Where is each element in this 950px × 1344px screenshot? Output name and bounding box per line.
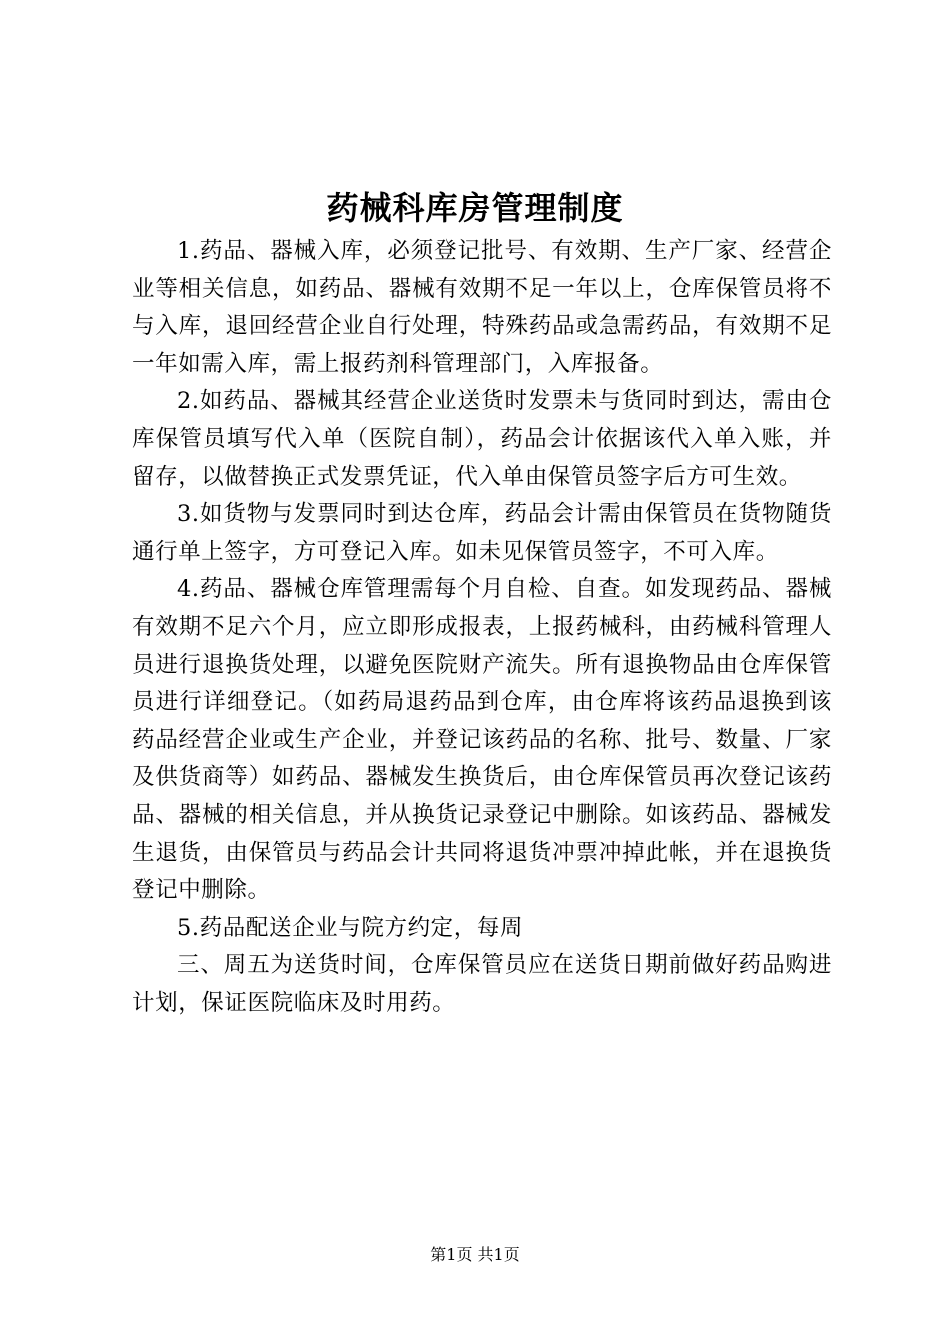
document-body — [132, 233, 832, 1022]
paragraph-3: 3.如货物与发票同时到达仓库，药品会计需由保管员在货物随货通行单上签字，方可登记入库。如未见保管员签字，不可入库。 — [132, 501, 832, 565]
paragraph-5: 5.药品配送企业与院方约定，每周 — [177, 914, 524, 941]
paragraph-4: 4.药品、器械仓库管理需每个月自检、自查。如发现药品、器械有效期不足六个月，应立即形成报表，上报药械科，由药械科管理人员进行退换货处理，以避免医院财产流失。所有退换物品由仓库保管员进行详细登记。（如药局退药品到仓库，由仓库将该药品退换到该药品经营企业或生产企业，并登记该药品的名称、批号、数量、厂家及供货商等）如药品、器械发生换货后，由仓库保管员再次登记该药品、器械的相关信息，并从换货记录登记中删除。如该药品、器械发生退货，由保管员与药品会计共同将退货冲票冲掉此帐，并在退换货登记中删除。 — [132, 576, 832, 904]
paragraph-1: 1.药品、器械入库，必须登记批号、有效期、生产厂家、经营企业等相关信息，如药品、器械有效期不足一年以上，仓库保管员将不与入库，退回经营企业自行处理，特殊药品或急需药品，有效期不足一年如需入库，需上报药剂科管理部门，入库报备。 — [132, 238, 832, 377]
page-footer: 第1页 共1页 — [430, 1245, 520, 1264]
document-title: 药械科库房管理制度 — [326, 189, 624, 227]
paragraph-2: 2.如药品、器械其经营企业送货时发票未与货同时到达，需由仓库保管员填写代入单（医院自制），药品会计依据该代入单入账，并留存，以做替换正式发票凭证，代入单由保管员签字后方可生效。 — [132, 388, 832, 490]
paragraph-6: 三、周五为送货时间，仓库保管员应在送货日期前做好药品购进计划，保证医院临床及时用药。 — [132, 952, 832, 1016]
